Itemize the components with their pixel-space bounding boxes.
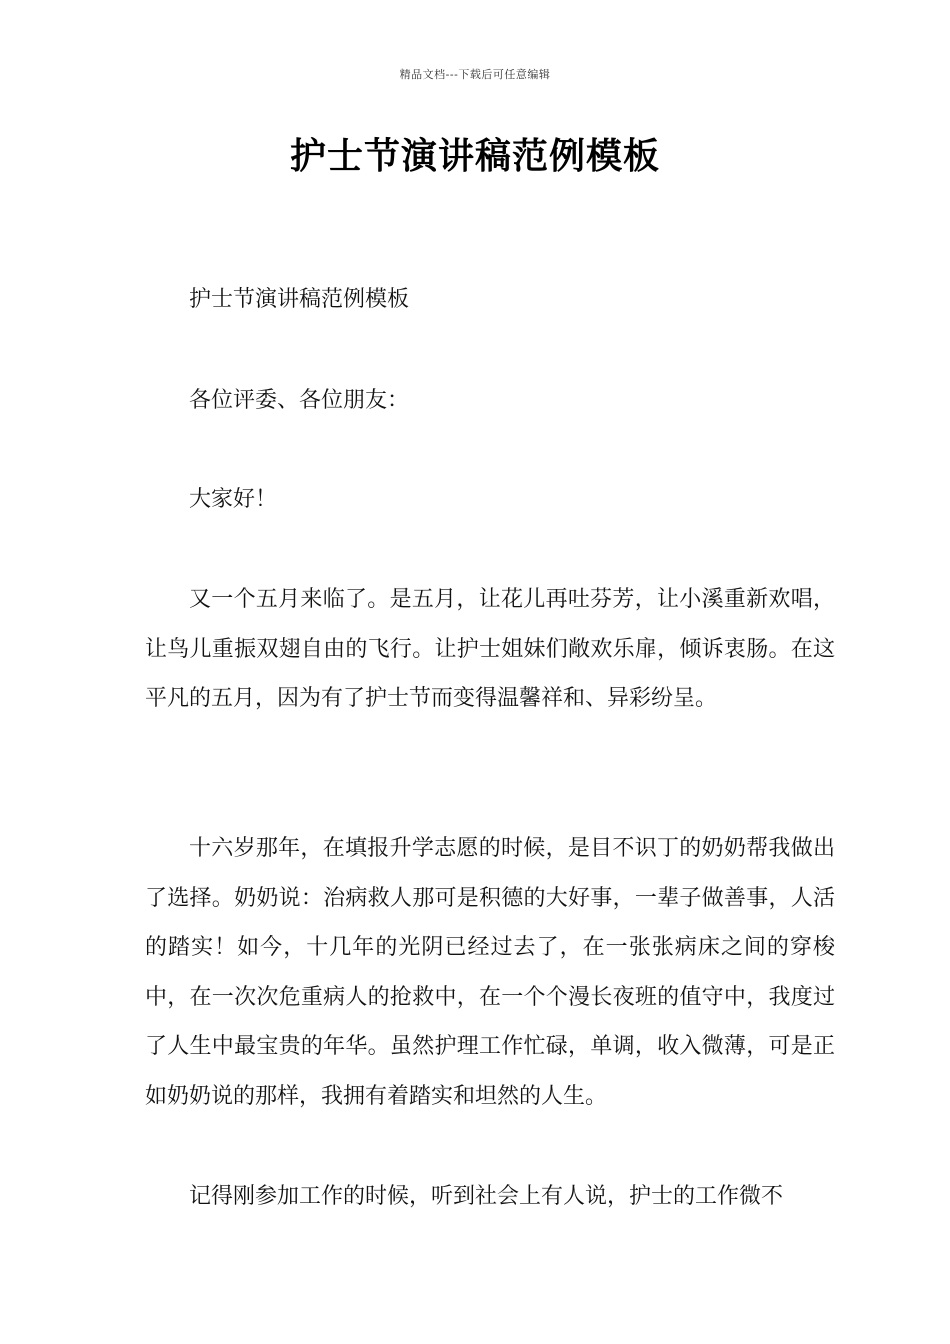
body-paragraph: 十六岁那年，在填报升学志愿的时候，是目不识丁的奶奶帮我做出了选择。奶奶说：治病救人那可是积德的大好事，一辈子做善事，人活的踏实！如今，十几年的光阴已经过去了，在一张张病床之间的穿梭中，在一次次危重病人的抢救中，在一个个漫长夜班的值守中，我度过了人生中最宝贵的年华。虽然护理工作忙碌，单调，收入微薄，可是正如奶奶说的那样，我拥有着踏实和坦然的人生。 <box>145 836 835 1109</box>
body-paragraph: 又一个五月来临了。是五月，让花儿再吐芬芳，让小溪重新欢唱，让鸟儿重振双翅自由的飞行。让护士姐妹们敞欢乐扉，倾诉衷肠。在这平凡的五月，因为有了护士节而变得温馨祥和、异彩纷呈。 <box>145 587 835 711</box>
body-paragraph: 记得刚参加工作的时候，听到社会上有人说，护士的工作微不 <box>189 1184 784 1209</box>
document-title: 护士节演讲稿范例模板 <box>289 136 660 177</box>
hello-paragraph: 大家好！ <box>189 487 278 512</box>
page-header: 精品文档---下载后可任意编辑 <box>399 68 551 81</box>
greeting-paragraph: 各位评委、各位朋友： <box>189 388 410 413</box>
subtitle-paragraph: 护士节演讲稿范例模板 <box>189 287 410 312</box>
